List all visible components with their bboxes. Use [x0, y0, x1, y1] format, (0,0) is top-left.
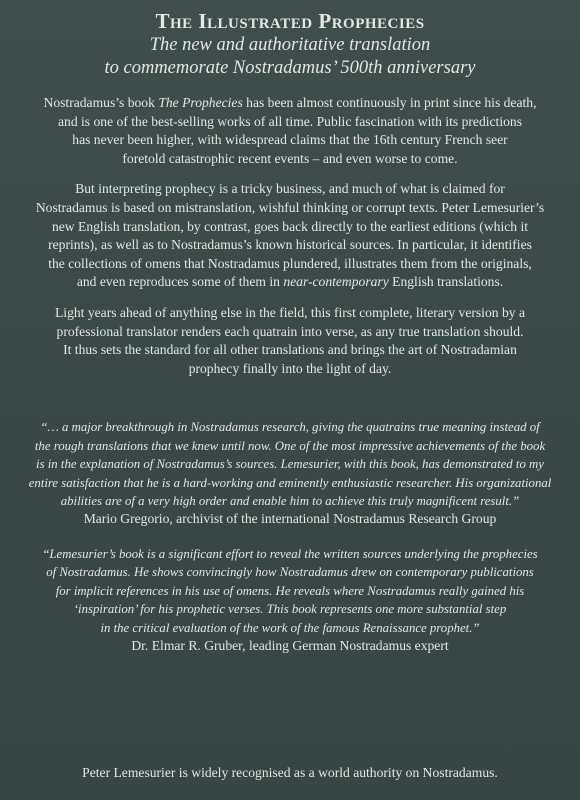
quote-line: entire satisfaction that he is a hard-working and eminently enthusiastic researcher. His organizational — [28, 475, 552, 490]
paragraph-line: Light years ahead of anything else in the field, this first complete, literary version by a — [55, 304, 525, 320]
text-run: Nostradamus’s book — [43, 95, 159, 110]
description-paragraph-2 — [22, 180, 558, 292]
paragraph-line: It thus sets the standard for all other translations and brings the art of Nostradamian — [63, 342, 517, 358]
paragraph-line — [22, 273, 558, 292]
text-run: has been almost continuously in print since his death, — [242, 95, 537, 110]
text-run: and even reproduces some of them in — [76, 274, 284, 290]
paragraph-line: and is one of the best-selling works of all time. Public fascination with its predictions — [58, 113, 522, 129]
emphasis-italic: near-contemporary — [283, 274, 389, 290]
paragraph-line: Nostradamus is based on mistranslation, wishful thinking or corrupt texts. Peter Lemesurier’s — [35, 199, 545, 215]
description-paragraph-3 — [22, 304, 558, 378]
paragraph-line: prophecy finally into the light of day. — [188, 360, 392, 376]
quote-line: in the critical evaluation of the work of the famous Renaissance prophet.” — [100, 620, 480, 635]
review-quote-2 — [22, 545, 558, 637]
paragraph-line: foretold catastrophic recent events – and even worse to come. — [122, 150, 458, 166]
paragraph-line: professional translator renders each quatrain into verse, as any true translation should. — [56, 323, 524, 339]
book-name-italic: The Prophecies — [158, 95, 243, 110]
paragraph-line: new English translation, by contrast, goes back directly to the earliest editions (which it — [51, 218, 529, 234]
paragraph-line: the collections of omens that Nostradamus plundered, illustrates them from the originals, — [48, 255, 532, 271]
quote-line: abilities are of a very high order and enable him to achieve this truly magnificent result.” — [60, 493, 520, 508]
quote-line: ‘inspiration’ for his prophetic verses. This book represents one more substantial step — [73, 602, 507, 617]
text-run: English translations. — [388, 274, 504, 290]
quote-line: “… a major breakthrough in Nostradamus research, giving the quatrains true meaning instead of — [40, 420, 540, 435]
quote-line: is in the explanation of Nostradamus’s sources. Lemesurier, with this book, has demonstrated to my — [36, 457, 544, 472]
paragraph-line — [22, 94, 558, 113]
paragraph-line: reprints), as well as to Nostradamus’s known historical sources. In particular, it identifies — [48, 237, 532, 253]
book-title: The Illustrated Prophecies — [155, 9, 425, 33]
author-credit: Peter Lemesurier is widely recognised as a world authority on Nostradamus. — [82, 765, 498, 780]
description-paragraph-1 — [22, 94, 558, 168]
paragraph-line: has never been higher, with widespread claims that the 16th century French seer — [72, 132, 508, 148]
quote-line: the rough translations that we knew until now. One of the most impressive achievements of the book — [34, 438, 546, 453]
quote-line: of Nostradamus. He shows convincingly how Nostradamus drew on contemporary publications — [46, 565, 534, 580]
subtitle-line: The new and authoritative translation — [149, 35, 431, 55]
paragraph-line: But interpreting prophecy is a tricky business, and much of what is claimed for — [75, 181, 505, 197]
quote-attribution-1: Mario Gregorio, archivist of the international Nostradamus Research Group — [83, 511, 497, 527]
quote-attribution-2: Dr. Elmar R. Gruber, leading German Nostradamus expert — [131, 637, 449, 653]
subtitle-line: to commemorate Nostradamus’ 500th anniversary — [104, 58, 476, 78]
quote-line: “Lemesurier’s book is a significant effort to reveal the written sources underlying the prophecies — [42, 546, 538, 561]
quote-line: for implicit references in his use of omens. He reveals where Nostradamus really gained his — [55, 583, 525, 598]
review-quote-1 — [22, 418, 558, 510]
subtitle — [22, 34, 558, 80]
